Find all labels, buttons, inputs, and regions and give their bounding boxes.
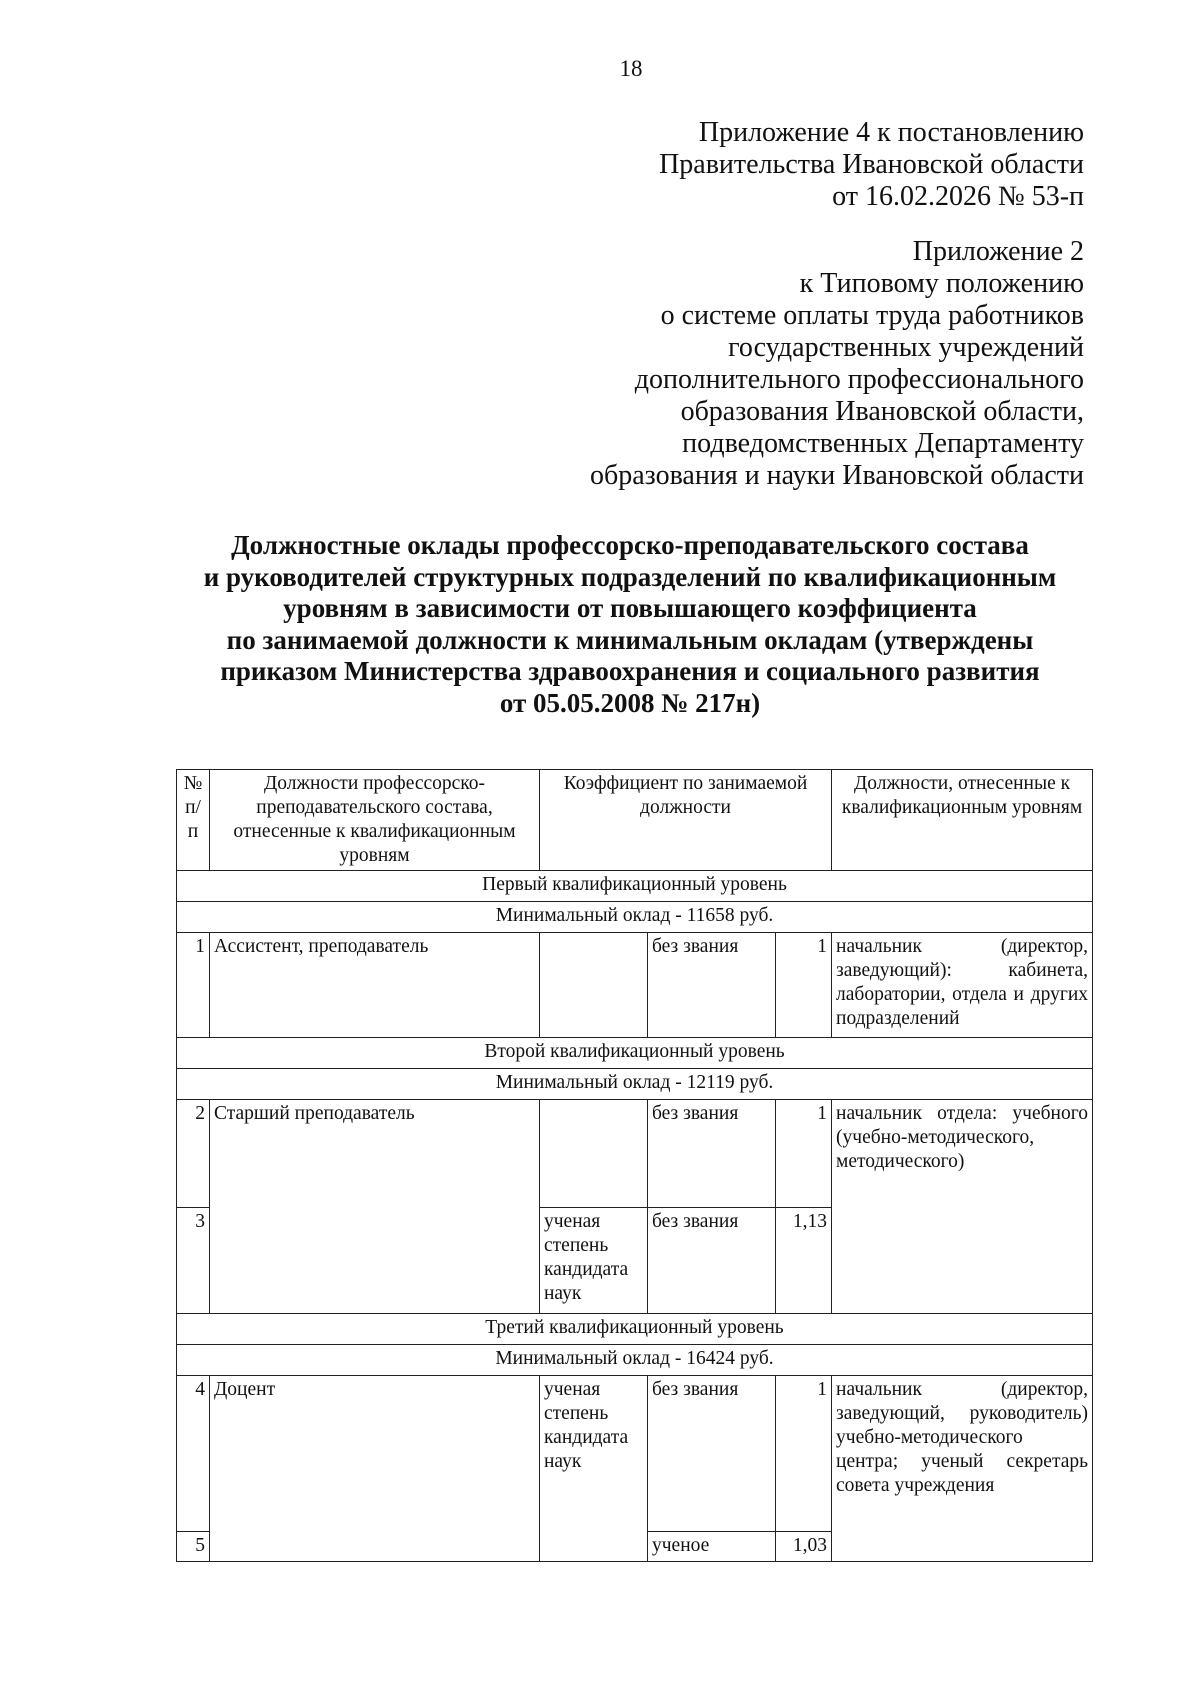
header-number: № п/п — [177, 770, 210, 871]
academic-degree: ученая степень кандидата наук — [540, 1208, 648, 1314]
annex-2-line: подведомственных Департаменту — [682, 428, 1084, 459]
page-number: 18 — [619, 56, 643, 81]
academic-degree — [540, 933, 648, 1038]
annex-4-reference — [659, 117, 1084, 213]
document-title — [100, 530, 1160, 719]
level-heading: Второй квалификационный уровень — [177, 1038, 1093, 1069]
academic-rank: без звания — [648, 1100, 776, 1208]
annex-2-line: Приложение 2 — [912, 236, 1084, 267]
annex-2-line: государственных учреждений — [728, 332, 1084, 363]
level-row — [177, 871, 1093, 902]
title-line: по занимаемой должности к минимальным окладам (утверждены — [226, 624, 1034, 655]
title-line: и руководителей структурных подразделений по квалификационным — [203, 561, 1057, 592]
minimum-salary: Минимальный оклад - 16424 руб. — [177, 1345, 1093, 1376]
position-name: Ассистент, преподаватель — [210, 933, 540, 1038]
title-line: уровням в зависимости от повышающего коэффициента — [283, 593, 977, 623]
coefficient-value: 1 — [776, 1376, 832, 1532]
minimum-salary: Минимальный оклад - 11658 руб. — [177, 902, 1093, 933]
coefficient-value: 1 — [776, 1100, 832, 1208]
salary-row — [177, 1345, 1093, 1376]
row-number: 5 — [177, 1532, 210, 1562]
table-row — [177, 1100, 1093, 1208]
annex-2-line: образования Ивановской области, — [680, 396, 1084, 427]
title-line: приказом Министерства здравоохранения и социального развития — [220, 656, 1040, 686]
academic-degree — [540, 1100, 648, 1208]
salary-row — [177, 1069, 1093, 1100]
academic-rank: без звания — [648, 1208, 776, 1314]
coefficient-value: 1 — [776, 933, 832, 1038]
table-header-row — [177, 770, 1093, 871]
related-positions: начальник (директор, заведующий): кабинета, лаборатории, отдела и других подразделений — [832, 933, 1093, 1038]
row-number: 4 — [177, 1376, 210, 1532]
academic-degree: ученая степень кандидата наук — [540, 1376, 648, 1562]
header-qualified-positions: Должности, отнесенные к квалификационным уровням — [832, 770, 1093, 871]
salary-table — [176, 769, 1093, 1562]
annex-2-reference — [590, 236, 1084, 492]
row-number: 2 — [177, 1100, 210, 1208]
academic-rank: без звания — [648, 1376, 776, 1532]
level-row — [177, 1314, 1093, 1345]
title-line: Должностные оклады профессорско-преподавательского состава — [231, 530, 1029, 560]
position-name: Старший преподаватель — [210, 1100, 540, 1314]
table-row — [177, 1376, 1093, 1532]
coefficient-value: 1,03 — [776, 1532, 832, 1562]
annex-2-line: к Типовому положению — [799, 268, 1084, 299]
annex-2-line: о системе оплаты труда работников — [660, 300, 1084, 331]
related-positions: начальник (директор, заведующий, руководитель) учебно-методического центра; ученый секретарь совета учреждения — [832, 1376, 1093, 1562]
level-row — [177, 1038, 1093, 1069]
header-coefficient: Коэффициент по занимаемой должности — [540, 770, 832, 871]
annex-2-line: образования и науки Ивановской области — [590, 460, 1084, 491]
related-positions: начальник отдела: учебного (учебно-методического, методического) — [832, 1100, 1093, 1314]
row-number: 1 — [177, 933, 210, 1038]
annex-2-line: дополнительного профессионального — [634, 364, 1084, 395]
salary-row — [177, 902, 1093, 933]
annex-4-line: Правительства Ивановской области — [659, 149, 1084, 180]
row-number: 3 — [177, 1208, 210, 1314]
coefficient-value: 1,13 — [776, 1208, 832, 1314]
academic-rank: ученое — [648, 1532, 776, 1562]
table-row — [177, 933, 1093, 1038]
minimum-salary: Минимальный оклад - 12119 руб. — [177, 1069, 1093, 1100]
header-positions: Должности профессорско-преподавательского состава, отнесенные к квалификационным уровням — [210, 770, 540, 871]
level-heading: Первый квалификационный уровень — [177, 871, 1093, 902]
title-line: от 05.05.2008 № 217н) — [499, 687, 761, 718]
level-heading: Третий квалификационный уровень — [177, 1314, 1093, 1345]
academic-rank: без звания — [648, 933, 776, 1038]
annex-4-line: Приложение 4 к постановлению — [698, 117, 1084, 148]
annex-4-line: от 16.02.2026 № 53-п — [832, 181, 1084, 212]
position-name: Доцент — [210, 1376, 540, 1562]
